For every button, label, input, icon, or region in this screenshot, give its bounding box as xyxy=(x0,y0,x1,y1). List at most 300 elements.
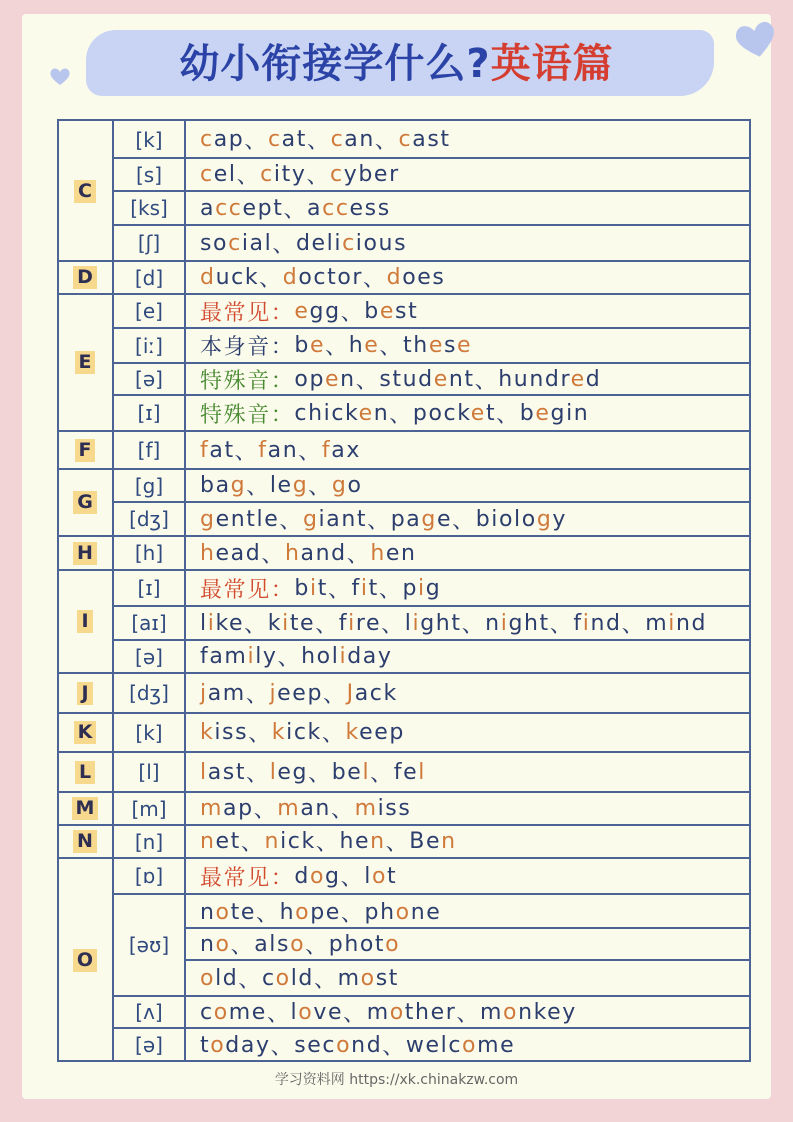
highlighted-letters: i xyxy=(412,610,421,636)
highlighted-letters: o xyxy=(371,863,388,889)
ipa-cell: [ɪ] xyxy=(137,401,161,425)
highlighted-letters: n xyxy=(441,829,457,854)
word-separator: 、 xyxy=(330,798,355,823)
word-segment: ly xyxy=(255,644,278,669)
letter-badge: I xyxy=(77,610,92,633)
ipa-cell: [s] xyxy=(135,162,163,187)
word-separator: 、 xyxy=(374,129,399,154)
word-segment: gg xyxy=(309,298,341,324)
highlighted-letters: i xyxy=(348,610,356,636)
word-segment: day xyxy=(225,1032,271,1058)
word-separator: 、 xyxy=(272,232,296,258)
words-cell xyxy=(200,121,750,158)
example-word xyxy=(355,796,412,821)
word-segment: so xyxy=(200,230,229,256)
word-separator: 、 xyxy=(270,1034,295,1060)
words-cell xyxy=(200,996,750,1028)
highlighted-letters: l xyxy=(362,759,371,785)
word-segment: fam xyxy=(200,644,248,669)
example-word xyxy=(200,231,272,256)
word-separator: 、 xyxy=(496,402,520,428)
highlighted-letters: o xyxy=(295,899,311,925)
example-word xyxy=(200,265,259,290)
word-segment: b xyxy=(294,333,310,358)
word-segment: am xyxy=(207,680,246,706)
ipa-cell: [dʒ] xyxy=(129,507,169,531)
example-word xyxy=(349,333,380,358)
word-segment: y xyxy=(552,506,568,532)
word-segment: k xyxy=(267,610,283,636)
highlighted-letters: c xyxy=(228,230,242,256)
highlighted-letters: o xyxy=(395,899,411,925)
letter-cell-c xyxy=(57,121,113,261)
words-cell xyxy=(200,395,750,431)
word-segment: chick xyxy=(294,400,359,426)
word-segment: ght xyxy=(420,610,462,636)
word-segment: b xyxy=(519,400,536,426)
word-segment: l xyxy=(364,863,372,889)
word-segment: d xyxy=(585,366,602,392)
example-word xyxy=(200,760,246,785)
word-segment: m xyxy=(645,610,669,636)
highlighted-letters: c xyxy=(342,230,356,256)
highlighted-letters: h xyxy=(370,540,386,566)
example-word xyxy=(200,507,279,532)
word-separator: 、 xyxy=(261,542,285,568)
highlighted-letters: g xyxy=(331,473,348,498)
highlighted-letters: c xyxy=(398,127,413,152)
highlighted-letters: c xyxy=(330,162,344,187)
example-word xyxy=(200,644,278,669)
example-word xyxy=(200,541,261,566)
word-separator: 、 xyxy=(355,368,380,394)
word-segment: op xyxy=(294,366,326,392)
word-segment: a xyxy=(307,195,323,221)
word-segment: t xyxy=(387,863,398,889)
word-segment: en xyxy=(385,540,417,566)
example-word xyxy=(520,401,590,426)
example-word xyxy=(332,473,363,498)
word-separator: 、 xyxy=(340,901,365,927)
highlighted-letters: i xyxy=(500,610,509,636)
word-separator: 、 xyxy=(381,612,405,638)
letter-cell-e xyxy=(57,294,113,431)
highlighted-letters: o xyxy=(275,965,291,991)
highlighted-letters: o xyxy=(360,965,376,991)
highlighted-letters: c xyxy=(267,127,282,152)
word-segment: pe xyxy=(310,899,341,925)
highlighted-letters: e xyxy=(294,298,310,324)
highlighted-letters: m xyxy=(200,796,224,821)
example-word xyxy=(364,864,397,889)
example-word xyxy=(270,473,308,498)
highlighted-letters: o xyxy=(385,931,401,957)
word-separator: 、 xyxy=(283,197,308,223)
word-segment: t xyxy=(368,575,379,601)
words-cell xyxy=(200,261,750,294)
letter-badge: D xyxy=(73,266,97,289)
ipa-cell: [m] xyxy=(131,796,167,821)
highlighted-letters: cc xyxy=(215,195,243,221)
highlighted-letters: j xyxy=(269,680,278,706)
example-word xyxy=(394,760,426,785)
word-segment: l xyxy=(290,999,299,1025)
highlighted-letters: c xyxy=(260,162,274,187)
highlighted-letters: o xyxy=(298,999,314,1025)
highlighted-letters: e xyxy=(470,400,486,426)
highlighted-letters: o xyxy=(215,931,231,957)
word-segment: th xyxy=(403,333,429,358)
word-segment: t xyxy=(485,400,497,426)
word-separator: 、 xyxy=(253,798,278,823)
example-word xyxy=(269,681,323,706)
word-segment: te xyxy=(230,899,256,925)
word-segment: d xyxy=(294,863,310,889)
word-separator: 、 xyxy=(452,508,476,534)
word-segment: entle xyxy=(215,506,280,532)
highlighted-letters: d xyxy=(282,265,299,290)
example-word xyxy=(200,681,246,706)
highlighted-letters: i xyxy=(360,575,369,601)
highlighted-letters: i xyxy=(247,644,256,669)
word-segment: be xyxy=(331,759,363,785)
highlighted-letters: e xyxy=(379,298,396,324)
word-segment: phot xyxy=(328,931,386,957)
words-cell xyxy=(200,191,750,225)
word-segment: fe xyxy=(393,759,419,785)
word-separator: 、 xyxy=(456,1001,480,1027)
word-segment: e xyxy=(436,506,453,532)
ipa-cell: [l] xyxy=(138,760,160,784)
word-segment: ious xyxy=(355,230,408,256)
highlighted-letters: g xyxy=(292,473,309,498)
highlighted-letters: e xyxy=(358,400,374,426)
word-segment: ke xyxy=(215,610,245,636)
ipa-cell: [g] xyxy=(134,473,164,498)
word-separator: 、 xyxy=(246,475,270,500)
example-word xyxy=(294,367,355,392)
word-segment: b xyxy=(294,575,310,601)
highlighted-letters: g xyxy=(230,473,247,498)
word-segment: iss xyxy=(214,720,249,745)
letter-badge: E xyxy=(75,351,96,374)
words-cell xyxy=(200,752,750,792)
highlighted-letters: cc xyxy=(322,195,350,221)
ipa-cell: [k] xyxy=(135,127,163,152)
example-word xyxy=(391,507,452,532)
words-cell xyxy=(200,431,750,469)
word-segment: sec xyxy=(294,1032,337,1058)
word-separator: 、 xyxy=(248,722,272,747)
words-cell xyxy=(200,328,750,363)
example-word xyxy=(254,932,305,957)
ipa-cell: [ə] xyxy=(135,644,163,669)
word-separator: 、 xyxy=(240,831,265,856)
sound-label: 最常见： xyxy=(200,865,295,891)
ipa-cell: [aɪ] xyxy=(131,611,167,635)
word-segment: n xyxy=(373,400,390,426)
word-segment: octor xyxy=(298,265,364,290)
word-segment: c xyxy=(200,999,214,1025)
highlighted-letters: k xyxy=(200,720,215,745)
example-word xyxy=(485,611,550,636)
example-word xyxy=(322,438,361,463)
words-cell xyxy=(200,606,750,640)
letter-cell-h xyxy=(57,536,113,570)
example-word xyxy=(268,127,307,152)
word-segment: eg xyxy=(277,759,309,785)
word-segment: ap xyxy=(223,796,254,821)
example-word xyxy=(365,900,442,925)
example-word xyxy=(645,611,707,636)
word-segment: eep xyxy=(359,720,405,745)
word-segment: nkey xyxy=(518,999,577,1025)
word-segment: ast xyxy=(412,127,451,152)
word-separator: 、 xyxy=(279,508,303,534)
word-segment: m xyxy=(366,999,390,1025)
highlighted-letters: k xyxy=(345,720,360,745)
example-word xyxy=(332,760,370,785)
ipa-cell: [e] xyxy=(135,299,163,323)
word-separator: 、 xyxy=(266,1001,291,1027)
sound-label: 特殊音： xyxy=(200,368,295,394)
highlighted-letters: l xyxy=(269,759,278,785)
highlighted-letters: o xyxy=(336,1032,352,1058)
highlighted-letters: e xyxy=(570,366,586,392)
example-word xyxy=(329,932,400,957)
example-word xyxy=(294,401,389,426)
word-segment: ack xyxy=(354,680,398,706)
word-segment: ld xyxy=(215,965,239,991)
example-word xyxy=(200,966,238,991)
words-cell xyxy=(200,570,750,606)
word-segment: me xyxy=(228,999,267,1025)
letter-cell-g xyxy=(57,469,113,536)
letter-cell-k xyxy=(57,713,113,752)
highlighted-letters: c xyxy=(330,127,345,152)
ipa-cell: [dʒ] xyxy=(129,681,169,705)
highlighted-letters: i xyxy=(418,575,426,601)
highlighted-letters: d xyxy=(200,265,216,290)
highlighted-letters: n xyxy=(264,829,281,854)
word-separator: 、 xyxy=(308,475,332,500)
word-segment: n xyxy=(200,899,216,925)
example-word xyxy=(283,265,363,290)
highlighted-letters: i xyxy=(282,610,290,636)
word-separator: 、 xyxy=(259,267,283,292)
example-word xyxy=(200,611,244,636)
highlighted-letters: o xyxy=(200,965,216,991)
word-separator: 、 xyxy=(461,612,486,638)
words-cell xyxy=(200,158,750,191)
word-segment: a xyxy=(200,195,216,221)
example-word xyxy=(200,1033,271,1058)
word-segment: t xyxy=(200,1032,211,1058)
word-segment: me xyxy=(477,1032,516,1058)
word-segment: h xyxy=(279,899,296,925)
letter-cell-m xyxy=(57,792,113,825)
words-cell xyxy=(200,713,750,752)
word-segment: ther xyxy=(404,999,457,1025)
word-separator: 、 xyxy=(549,612,574,638)
letter-badge: M xyxy=(72,797,99,820)
word-separator: 、 xyxy=(363,267,387,292)
word-segment: iant xyxy=(318,506,368,532)
sound-label: 特殊音： xyxy=(200,402,295,428)
example-word xyxy=(409,829,456,854)
example-word xyxy=(294,864,340,889)
letter-badge: C xyxy=(74,180,96,203)
words-cell xyxy=(200,858,750,894)
letter-badge: L xyxy=(75,761,95,784)
highlighted-letters: i xyxy=(582,610,591,636)
highlighted-letters: g xyxy=(200,506,216,532)
sound-label: 最常见： xyxy=(200,577,295,603)
example-word xyxy=(330,162,400,187)
highlighted-letters: g xyxy=(302,506,319,532)
word-segment: g xyxy=(325,863,341,889)
word-separator: 、 xyxy=(305,933,329,959)
letter-badge: O xyxy=(73,949,97,972)
word-segment: eep xyxy=(277,680,324,706)
word-segment: nt xyxy=(448,366,475,392)
words-cell xyxy=(200,928,750,960)
word-segment: ba xyxy=(200,473,231,498)
word-separator: 、 xyxy=(306,164,331,189)
sound-label: 本身音： xyxy=(200,335,295,360)
word-segment: g xyxy=(425,575,442,601)
ipa-cell: [əʊ] xyxy=(128,933,170,957)
word-separator: 、 xyxy=(325,335,349,360)
word-separator: 、 xyxy=(246,761,270,787)
word-segment: m xyxy=(479,999,503,1025)
word-separator: 、 xyxy=(327,577,352,603)
word-separator: 、 xyxy=(389,402,413,428)
highlighted-letters: g xyxy=(536,506,553,532)
word-segment: ead xyxy=(215,540,262,566)
word-segment: f xyxy=(351,575,361,601)
example-word xyxy=(200,932,231,957)
example-word xyxy=(200,473,246,498)
highlighted-letters: o xyxy=(215,899,231,925)
highlighted-letters: c xyxy=(200,162,214,187)
example-word xyxy=(387,265,446,290)
words-cell xyxy=(200,1028,750,1062)
word-segment: ve xyxy=(313,999,344,1025)
example-word xyxy=(200,829,241,854)
highlighted-letters: J xyxy=(346,680,355,706)
example-word xyxy=(413,401,496,426)
ipa-cell: [iː] xyxy=(135,333,163,358)
example-word xyxy=(280,900,341,925)
example-word xyxy=(294,299,340,324)
example-word xyxy=(405,611,462,636)
example-word xyxy=(262,966,314,991)
word-separator: 、 xyxy=(367,508,391,534)
word-segment: nd xyxy=(590,610,622,636)
footer-watermark: 学习资料网 https://xk.chinakzw.com xyxy=(274,1072,519,1088)
word-segment: ity xyxy=(273,162,307,187)
highlighted-letters: i xyxy=(207,610,216,636)
word-segment: ld xyxy=(290,965,314,991)
words-cell xyxy=(200,469,750,502)
word-separator: 、 xyxy=(321,722,346,747)
word-segment: gin xyxy=(550,400,590,426)
word-segment: at xyxy=(209,437,235,463)
word-segment: m xyxy=(337,965,361,991)
highlighted-letters: o xyxy=(213,999,229,1025)
highlighted-letters: n xyxy=(200,829,216,854)
highlighted-letters: e xyxy=(309,333,326,358)
word-segment: ess xyxy=(349,195,391,221)
word-separator: 、 xyxy=(244,129,268,154)
word-separator: 、 xyxy=(238,967,262,993)
letter-badge: J xyxy=(77,682,92,705)
word-separator: 、 xyxy=(621,612,646,638)
example-word xyxy=(331,127,375,152)
sound-label: 最常见： xyxy=(200,300,295,326)
example-word xyxy=(338,966,399,991)
word-separator: 、 xyxy=(314,967,338,993)
example-word xyxy=(200,796,254,821)
word-segment: ast xyxy=(207,759,247,785)
example-word xyxy=(285,541,347,566)
word-segment: ap xyxy=(213,127,245,152)
highlighted-letters: h xyxy=(200,540,216,566)
word-segment: b xyxy=(364,298,380,324)
ipa-cell: [ɪ] xyxy=(137,576,161,600)
word-segment: biolo xyxy=(475,506,537,532)
word-segment: c xyxy=(261,965,276,991)
word-segment: Be xyxy=(409,829,442,854)
highlighted-letters: i xyxy=(668,610,676,636)
letter-badge: K xyxy=(74,721,97,744)
word-separator: 、 xyxy=(323,682,347,708)
ipa-cell: [ə] xyxy=(135,1033,163,1057)
word-separator: 、 xyxy=(343,1001,367,1027)
word-separator: 、 xyxy=(308,761,332,787)
words-cell xyxy=(200,896,750,928)
word-separator: 、 xyxy=(236,164,261,189)
word-segment: re xyxy=(355,610,382,636)
highlighted-letters: e xyxy=(428,333,444,358)
word-separator: 、 xyxy=(378,577,403,603)
words-cell xyxy=(200,225,750,261)
example-word xyxy=(339,611,381,636)
highlighted-letters: o xyxy=(210,1032,226,1058)
words-cell xyxy=(200,640,750,673)
word-separator: 、 xyxy=(346,542,371,568)
highlighted-letters: i xyxy=(339,644,348,669)
ipa-cell: [n] xyxy=(134,829,164,854)
example-word xyxy=(291,1000,344,1025)
example-word xyxy=(303,507,367,532)
example-word xyxy=(277,796,331,821)
example-word xyxy=(200,720,248,745)
highlighted-letters: j xyxy=(200,680,208,706)
highlighted-letters: d xyxy=(386,265,403,290)
word-segment: f xyxy=(573,610,583,636)
word-segment: f xyxy=(338,610,349,636)
word-segment: an xyxy=(300,796,331,821)
highlighted-letters: l xyxy=(418,759,426,785)
word-segment: deli xyxy=(295,230,343,256)
word-segment: hol xyxy=(301,644,340,669)
letter-cell-l xyxy=(57,752,113,792)
ipa-cell: [f] xyxy=(137,438,161,462)
example-word xyxy=(346,720,405,745)
word-segment: day xyxy=(347,644,393,669)
